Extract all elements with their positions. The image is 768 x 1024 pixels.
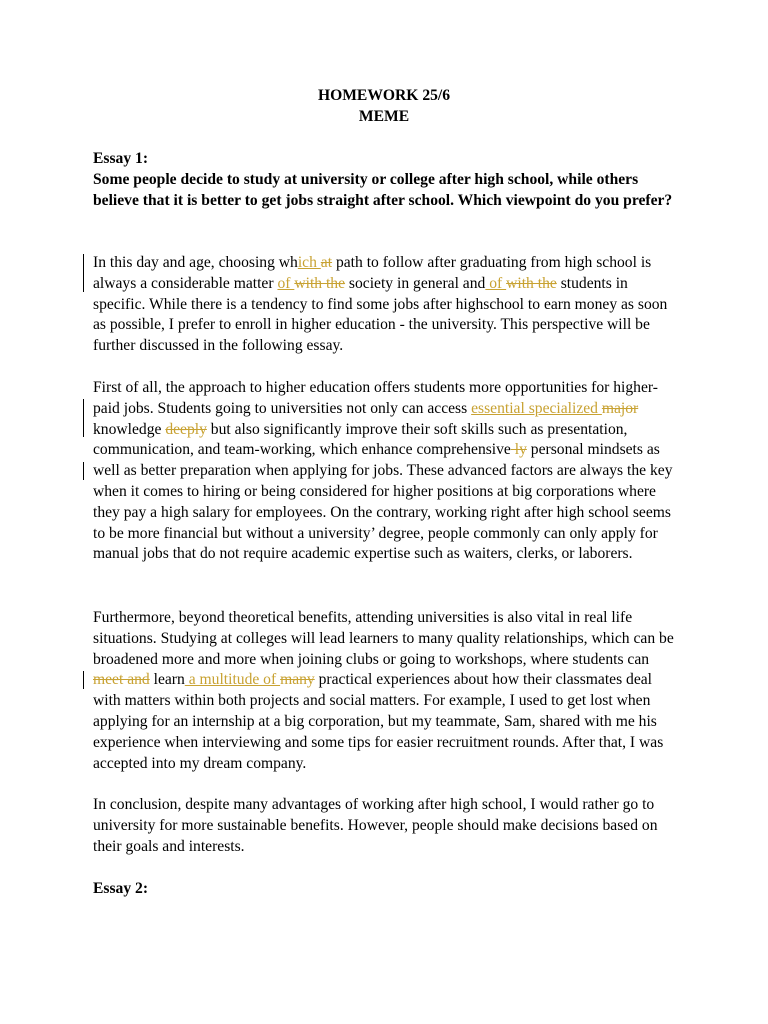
text: First of all, the approach to higher education offers students more opportunities for higher-paid jobs. Students going to universities not only can access bbox=[93, 379, 658, 417]
document-subtitle: MEME bbox=[358, 108, 410, 125]
text: but also significantly improve their soft skills such as presentation, communication, and team-working, which enhance comprehensive bbox=[93, 420, 628, 459]
insertion: ich bbox=[297, 254, 321, 271]
deletion: major bbox=[601, 399, 639, 417]
insertion: of bbox=[277, 274, 295, 292]
text: students in specific. While there is a tendency to find some jobs after highschool to earn money as soon as possible, I prefer to enroll in higher education - the university. This perspective will be further discussed in the following essay. bbox=[93, 274, 668, 355]
change-bar bbox=[83, 462, 84, 480]
insertion: essential specialized bbox=[471, 399, 602, 417]
deletion: at bbox=[320, 254, 333, 271]
text: In this day and age, choosing wh bbox=[93, 254, 298, 271]
essay1-paragraph-1 bbox=[93, 253, 683, 357]
essay2-heading: Essay 2: bbox=[93, 880, 149, 897]
insertion: a multitude of bbox=[184, 671, 281, 689]
insertion: of bbox=[485, 274, 507, 292]
essay1-paragraph-2 bbox=[93, 378, 683, 565]
text: society in general and bbox=[345, 274, 486, 292]
text: learn bbox=[149, 671, 185, 689]
deletion: with the bbox=[506, 274, 557, 292]
text: knowledge bbox=[93, 420, 166, 438]
text: practical experiences about how their classmates deal with matters within both projects and social matters. For example, I used to get lost when applying for an internship at a big corporation, but my teammate, Sam, shared with me his experience when interviewing and some tips for easier recruitment rounds. After that, I was accepted into my dream company. bbox=[93, 671, 664, 772]
essay1-paragraph-3 bbox=[93, 608, 683, 774]
document-title: HOMEWORK 25/6 bbox=[317, 87, 451, 104]
text: personal mindsets as well as better preparation when applying for jobs. These advanced factors are always the key when it comes to hiring or being considered for higher positions at big corporations where they pay a high salary for employees. On the contrary, working right after high school seems to be more financial but without a university’ degree, people commonly can only apply for manual jobs that do not require academic expertise such as waiters, clerks, or laborers. bbox=[93, 441, 673, 563]
deletion: meet and bbox=[93, 671, 150, 689]
essay1-heading: Essay 1: bbox=[93, 150, 149, 167]
change-bar bbox=[83, 254, 84, 292]
deletion: deeply bbox=[165, 420, 207, 438]
change-bar bbox=[83, 671, 84, 689]
deletion: many bbox=[280, 671, 315, 689]
text: path to follow after graduating from high school is always a considerable matter bbox=[93, 254, 652, 292]
text: Furthermore, beyond theoretical benefits, attending universities is also vital in real life situations. Studying at colleges will lead learners to many quality relationships, which can be broadened more and more when joining clubs or going to workshops, where students can bbox=[93, 609, 674, 668]
essay1-prompt: Some people decide to study at university or college after high school, while others believe that it is better to get jobs straight after school. Which viewpoint do you prefer? bbox=[93, 171, 673, 209]
deletion: with the bbox=[294, 274, 346, 292]
change-bar bbox=[83, 399, 84, 437]
deletion: ly bbox=[510, 441, 527, 459]
essay1-paragraph-4: In conclusion, despite many advantages of working after high school, I would rather go to university for more sustainable benefits. However, people should make decisions based on their goals and interests. bbox=[93, 796, 658, 855]
